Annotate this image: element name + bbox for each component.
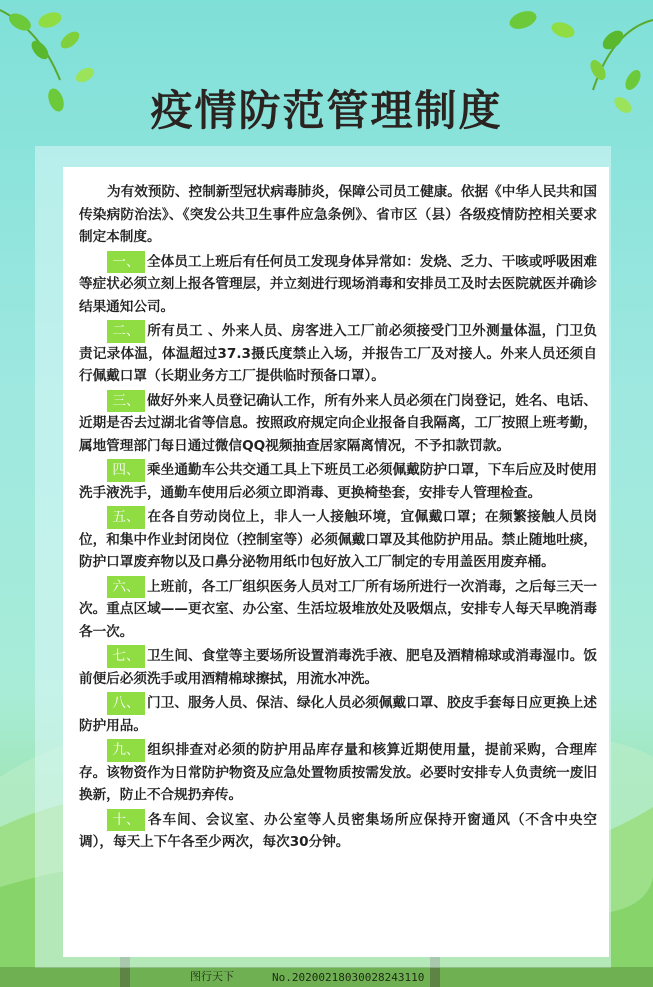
- rule-text: 所有员工 、外来人员、房客进入工厂前必须接受门卫外测量体温，门卫负责记录体温，体温超过37.3摄氏度禁止入场，并报告工厂及对接人。外来人员还须自行佩戴口罩（长期业务方工厂提供临时预备口罩）。: [79, 323, 597, 384]
- watermark-id-text: No.20200218030028243110: [272, 971, 425, 984]
- rule-item: [79, 809, 597, 854]
- rule-number-badge: 六、: [107, 576, 145, 599]
- rule-text: 做好外来人员登记确认工作，所有外来人员必须在门岗登记，姓名、电话、近期是否去过湖北省等信息。按照政府规定向企业报备自我隔离，工厂按照上班考勤，属地管理部门每日通过微信QQ视频抽查居家隔离情况，不予扣款罚款。: [79, 392, 597, 454]
- rule-item: [79, 459, 597, 504]
- rule-item: [79, 251, 597, 319]
- watermark-id: [272, 971, 424, 984]
- rule-text: 在各自劳动岗位上，非人一人接触环境，宜佩戴口罩；在频繁接触人员岗位，和集中作业封闭岗位（控制室等）必须佩戴口罩及其他防护用品。禁止随地吐痰，防护口罩废弃物以及口鼻分泌物用纸巾包好放入工厂制定的专用盖医用废弃桶。: [79, 509, 597, 570]
- rule-item: [79, 506, 597, 574]
- rule-item: [79, 692, 597, 737]
- rule-number-badge: 二、: [107, 320, 145, 343]
- rule-item: [79, 739, 597, 807]
- watermark-site-name: 图行天下: [190, 970, 234, 983]
- content-panel: [63, 167, 609, 957]
- rule-text: 组织排查对必须的防护用品库存量和核算近期使用量，提前采购，合理库存。该物资作为日常防护物资及应急处置物质按需发放。必要时安排专人负责统一废旧换新，防止不合规扔弃传。: [79, 742, 597, 803]
- rule-number-badge: 十、: [107, 809, 145, 832]
- rule-text: 乘坐通勤车公共交通工具上下班员工必须佩戴防护口罩，下车后应及时使用洗手液洗手，通勤车使用后必须立即消毒、更换椅垫套，安排专人管理检查。: [79, 462, 597, 501]
- rule-text: 上班前，各工厂组织医务人员对工厂所有场所进行一次消毒，之后每三天一次。重点区域——更衣室、办公室、生活垃圾堆放处及吸烟点，安排专人每天早晚消毒各一次。: [79, 578, 597, 640]
- rule-item: [79, 645, 597, 690]
- rule-text: 各车间、会议室、办公室等人员密集场所应保持开窗通风（不含中央空调），每天上下午各至少两次，每次30分钟。: [79, 811, 597, 850]
- rule-number-badge: 五、: [107, 506, 145, 529]
- rule-number-badge: 九、: [107, 739, 145, 762]
- rule-text: 门卫、服务人员、保洁、绿化人员必须佩戴口罩、胶皮手套每日应更换上述防护用品。: [79, 695, 597, 734]
- rule-item: [79, 390, 597, 458]
- rule-item: [79, 576, 597, 644]
- rule-number-badge: 四、: [107, 459, 145, 482]
- intro-paragraph: 为有效预防、控制新型冠状病毒肺炎，保障公司员工健康。依据《中华人民共和国传染病防治法》、《突发公共卫生事件应急条例》、省市区（县）各级疫情防控相关要求制定本制度。: [79, 184, 597, 245]
- rule-number-badge: 八、: [107, 692, 145, 715]
- rule-number-badge: 一、: [107, 251, 145, 274]
- watermark-site: [190, 968, 234, 984]
- rule-text: 全体员工上班后有任何员工发现身体异常如：发烧、乏力、干咳或呼吸困难等症状必须立刻上报各管理层，并立刻进行现场消毒和安排员工及时去医院就医并确诊结果通知公司。: [79, 253, 597, 315]
- rule-number-badge: 三、: [107, 390, 145, 413]
- rule-number-badge: 七、: [107, 645, 145, 668]
- rule-item: [79, 320, 597, 388]
- rule-text: 卫生间、食堂等主要场所设置消毒洗手液、肥皂及酒精棉球或消毒湿巾。饭前便后必须洗手或用酒精棉球擦拭，用流水冲洗。: [79, 648, 597, 687]
- page-title: 疫情防范管理制度: [150, 86, 503, 135]
